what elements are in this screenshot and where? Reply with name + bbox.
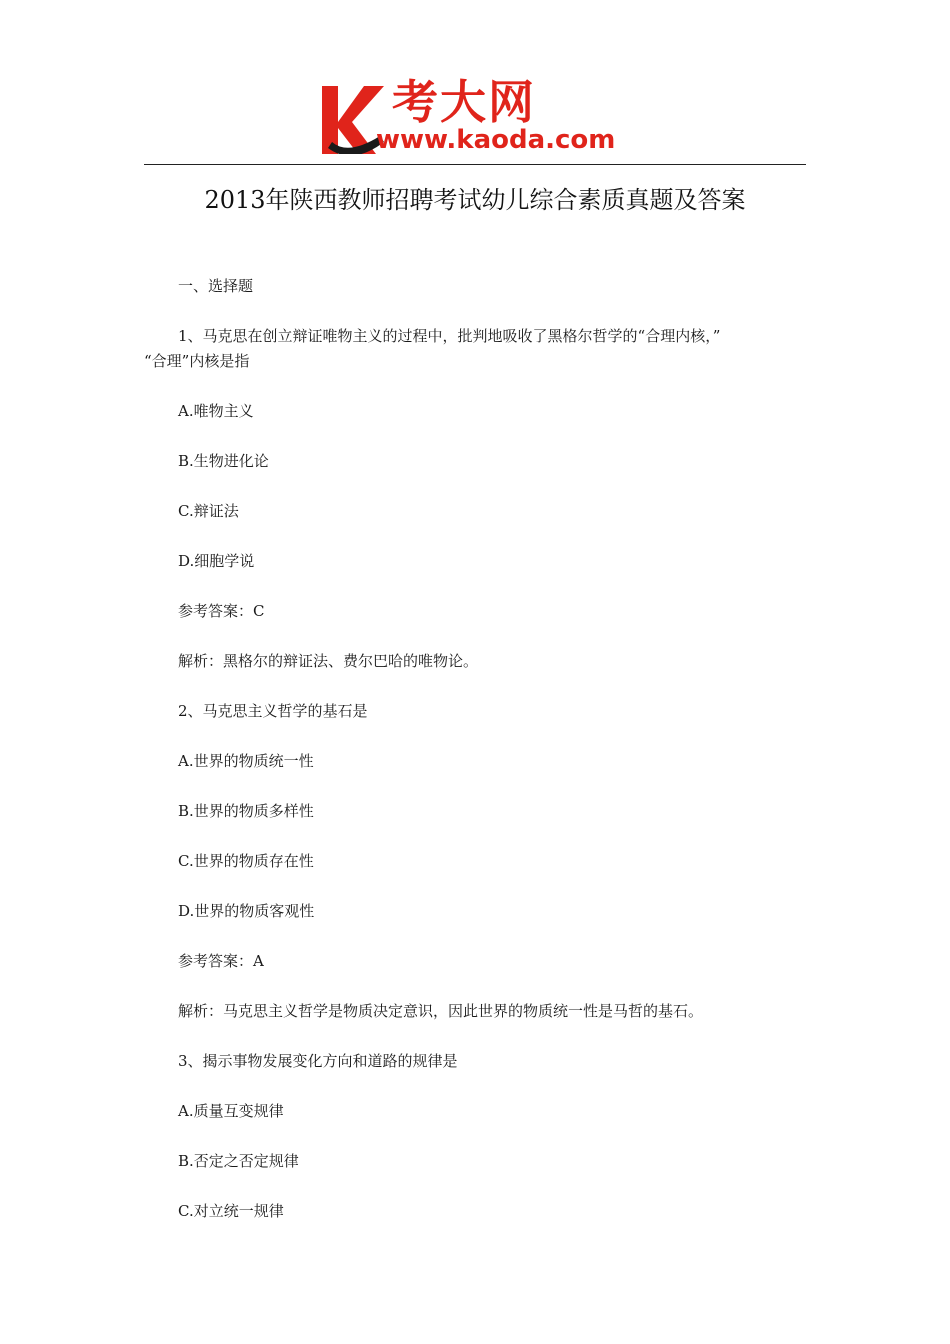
option: B.否定之否定规律 bbox=[178, 1152, 299, 1170]
kaoda-logo bbox=[318, 75, 638, 158]
option: C.对立统一规律 bbox=[178, 1202, 284, 1220]
logo-chinese-text: 考大网 bbox=[392, 75, 536, 129]
logo-url-text: www.kaoda.com bbox=[376, 125, 616, 155]
question-stem-continued: “合理”内核是指 bbox=[144, 352, 250, 370]
option: A.质量互变规律 bbox=[178, 1102, 284, 1120]
question-stem: 3、揭示事物发展变化方向和道路的规律是 bbox=[178, 1052, 458, 1070]
section-heading: 一、选择题 bbox=[178, 277, 254, 295]
question-stem: 2、马克思主义哲学的基石是 bbox=[178, 702, 368, 720]
reference-answer: 参考答案：A bbox=[178, 952, 264, 970]
reference-answer: 参考答案：C bbox=[178, 602, 265, 620]
option: B.世界的物质多样性 bbox=[178, 802, 314, 820]
option: D.细胞学说 bbox=[178, 552, 255, 570]
option: B.生物进化论 bbox=[178, 452, 269, 470]
question-stem: 1、马克思在创立辩证唯物主义的过程中，批判地吸收了黑格尔哲学的“合理内核，” bbox=[178, 327, 721, 345]
analysis: 解析：黑格尔的辩证法、费尔巴哈的唯物论。 bbox=[178, 652, 479, 670]
document-title: 2013年陕西教师招聘考试幼儿综合素质真题及答案 bbox=[204, 186, 746, 214]
option: A.世界的物质统一性 bbox=[178, 752, 314, 770]
option: D.世界的物质客观性 bbox=[178, 902, 315, 920]
option: C.辩证法 bbox=[178, 502, 239, 520]
analysis: 解析：马克思主义哲学是物质决定意识，因此世界的物质统一性是马哲的基石。 bbox=[178, 1002, 704, 1020]
header-divider bbox=[144, 164, 806, 165]
option: C.世界的物质存在性 bbox=[178, 852, 314, 870]
document-body bbox=[144, 274, 814, 1224]
option: A.唯物主义 bbox=[178, 402, 254, 420]
